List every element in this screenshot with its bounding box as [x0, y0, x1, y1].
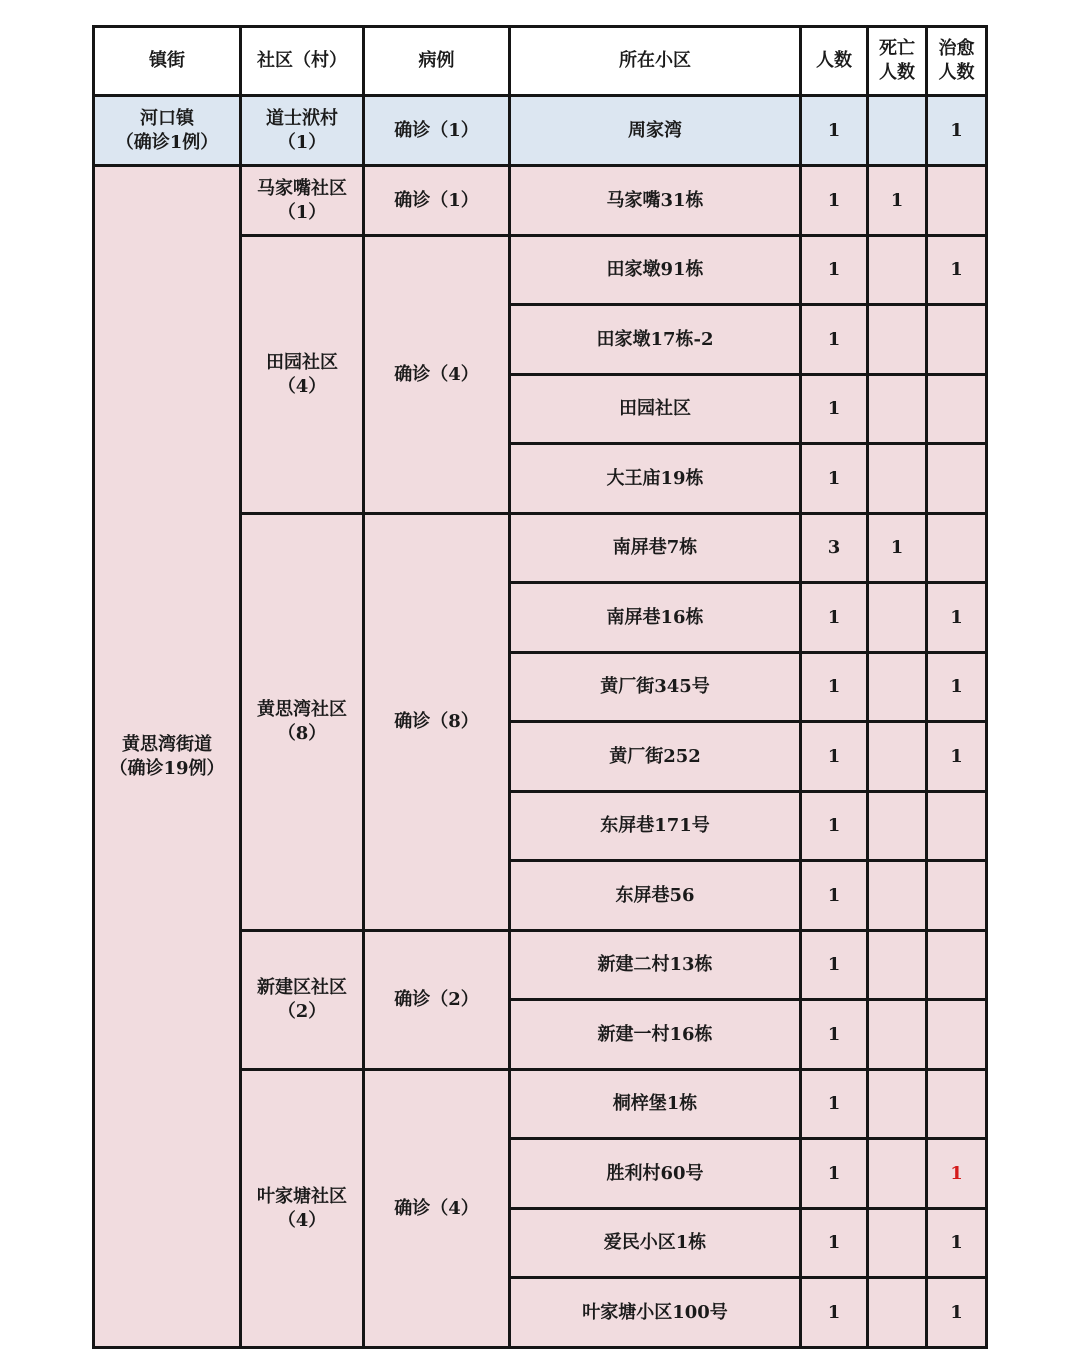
people-cell: 1	[801, 1209, 868, 1278]
people-cell: 1	[801, 166, 868, 236]
community-cases: 确诊（1）	[364, 96, 510, 166]
place-cell: 周家湾	[510, 96, 801, 166]
recovered-cell: 1	[927, 1278, 987, 1348]
place-cell: 新建一村16栋	[510, 1000, 801, 1070]
recovered-cell	[927, 514, 987, 583]
deaths-cell	[868, 236, 927, 305]
deaths-cell	[868, 96, 927, 166]
community-name: 道士洑村	[266, 107, 338, 129]
header-recovered-line1: 治愈	[938, 38, 975, 59]
community-cases: 确诊（4）	[364, 236, 510, 514]
table-row	[94, 166, 987, 236]
case-table	[92, 25, 988, 1349]
community-cell	[241, 166, 364, 236]
people-cell: 1	[801, 1000, 868, 1070]
community-cell	[241, 96, 364, 166]
people-cell: 1	[801, 444, 868, 514]
header-deaths-line2: 人数	[879, 62, 915, 83]
people-cell: 1	[801, 305, 868, 375]
recovered-cell: 1	[927, 653, 987, 722]
header-people: 人数	[801, 27, 868, 96]
recovered-cell: 1	[927, 236, 987, 305]
header-town: 镇街	[94, 27, 241, 96]
header-deaths	[868, 27, 927, 96]
deaths-cell	[868, 375, 927, 444]
people-cell: 1	[801, 653, 868, 722]
header-community: 社区（村）	[241, 27, 364, 96]
recovered-cell: 1	[927, 1209, 987, 1278]
header-deaths-line1: 死亡	[879, 38, 915, 59]
place-cell: 黄厂街252	[510, 722, 801, 792]
people-cell: 1	[801, 861, 868, 931]
community-count: （4）	[277, 375, 327, 397]
deaths-cell	[868, 792, 927, 861]
table-row	[94, 96, 987, 166]
recovered-cell	[927, 861, 987, 931]
town-cell	[94, 96, 241, 166]
people-cell: 1	[801, 931, 868, 1000]
place-cell: 大王庙19栋	[510, 444, 801, 514]
deaths-cell	[868, 1278, 927, 1348]
header-place: 所在小区	[510, 27, 801, 96]
community-cases: 确诊（8）	[364, 514, 510, 931]
community-cell	[241, 514, 364, 931]
place-cell: 胜利村60号	[510, 1139, 801, 1209]
town-total: （确诊1例）	[115, 131, 219, 153]
recovered-cell	[927, 375, 987, 444]
deaths-cell	[868, 1070, 927, 1139]
town-name: 黄思湾街道	[122, 733, 212, 755]
header-recovered-line2: 人数	[938, 62, 975, 83]
community-name: 马家嘴社区	[257, 177, 347, 199]
recovered-cell: 1	[927, 722, 987, 792]
recovered-cell	[927, 305, 987, 375]
recovered-cell-highlighted: 1	[927, 1139, 987, 1209]
recovered-cell	[927, 1000, 987, 1070]
deaths-cell	[868, 1000, 927, 1070]
community-count: （1）	[277, 131, 327, 153]
place-cell: 新建二村13栋	[510, 931, 801, 1000]
town-total: （确诊19例）	[109, 757, 225, 779]
community-name: 黄思湾社区	[257, 699, 347, 720]
place-cell: 田家墩17栋-2	[510, 305, 801, 375]
place-cell: 马家嘴31栋	[510, 166, 801, 236]
header-recovered	[927, 27, 987, 96]
people-cell: 1	[801, 96, 868, 166]
place-cell: 东屏巷171号	[510, 792, 801, 861]
people-cell: 1	[801, 722, 868, 792]
place-cell: 爱民小区1栋	[510, 1209, 801, 1278]
people-cell: 3	[801, 514, 868, 583]
deaths-cell	[868, 1209, 927, 1278]
people-cell: 1	[801, 375, 868, 444]
people-cell: 1	[801, 236, 868, 305]
people-cell: 1	[801, 1278, 868, 1348]
place-cell: 叶家塘小区100号	[510, 1278, 801, 1348]
deaths-cell: 1	[868, 166, 927, 236]
place-cell: 黄厂街345号	[510, 653, 801, 722]
recovered-cell	[927, 931, 987, 1000]
recovered-cell	[927, 444, 987, 514]
people-cell: 1	[801, 792, 868, 861]
community-cases: 确诊（4）	[364, 1070, 510, 1348]
place-cell: 南屏巷7栋	[510, 514, 801, 583]
deaths-cell: 1	[868, 514, 927, 583]
community-cases: 确诊（1）	[364, 166, 510, 236]
community-count: （1）	[277, 201, 327, 223]
community-cell	[241, 931, 364, 1070]
community-name: 新建区社区	[257, 977, 347, 998]
deaths-cell	[868, 444, 927, 514]
town-name: 河口镇	[140, 107, 194, 129]
community-count: （4）	[277, 1209, 327, 1231]
community-cell	[241, 1070, 364, 1348]
town-cell	[94, 166, 241, 1348]
deaths-cell	[868, 1139, 927, 1209]
deaths-cell	[868, 931, 927, 1000]
header-row	[94, 27, 987, 96]
people-cell: 1	[801, 1070, 868, 1139]
recovered-cell	[927, 166, 987, 236]
deaths-cell	[868, 722, 927, 792]
place-cell: 东屏巷56	[510, 861, 801, 931]
header-cases: 病例	[364, 27, 510, 96]
community-cases: 确诊（2）	[364, 931, 510, 1070]
place-cell: 桐梓堡1栋	[510, 1070, 801, 1139]
recovered-cell	[927, 792, 987, 861]
people-cell: 1	[801, 583, 868, 653]
community-cell	[241, 236, 364, 514]
deaths-cell	[868, 305, 927, 375]
community-count: （2）	[277, 1001, 327, 1022]
community-name: 田园社区	[266, 351, 338, 373]
recovered-cell: 1	[927, 583, 987, 653]
place-cell: 南屏巷16栋	[510, 583, 801, 653]
people-cell: 1	[801, 1139, 868, 1209]
community-name: 叶家塘社区	[257, 1185, 347, 1207]
place-cell: 田园社区	[510, 375, 801, 444]
community-count: （8）	[277, 723, 327, 744]
recovered-cell	[927, 1070, 987, 1139]
recovered-cell: 1	[927, 96, 987, 166]
place-cell: 田家墩91栋	[510, 236, 801, 305]
deaths-cell	[868, 861, 927, 931]
deaths-cell	[868, 583, 927, 653]
deaths-cell	[868, 653, 927, 722]
